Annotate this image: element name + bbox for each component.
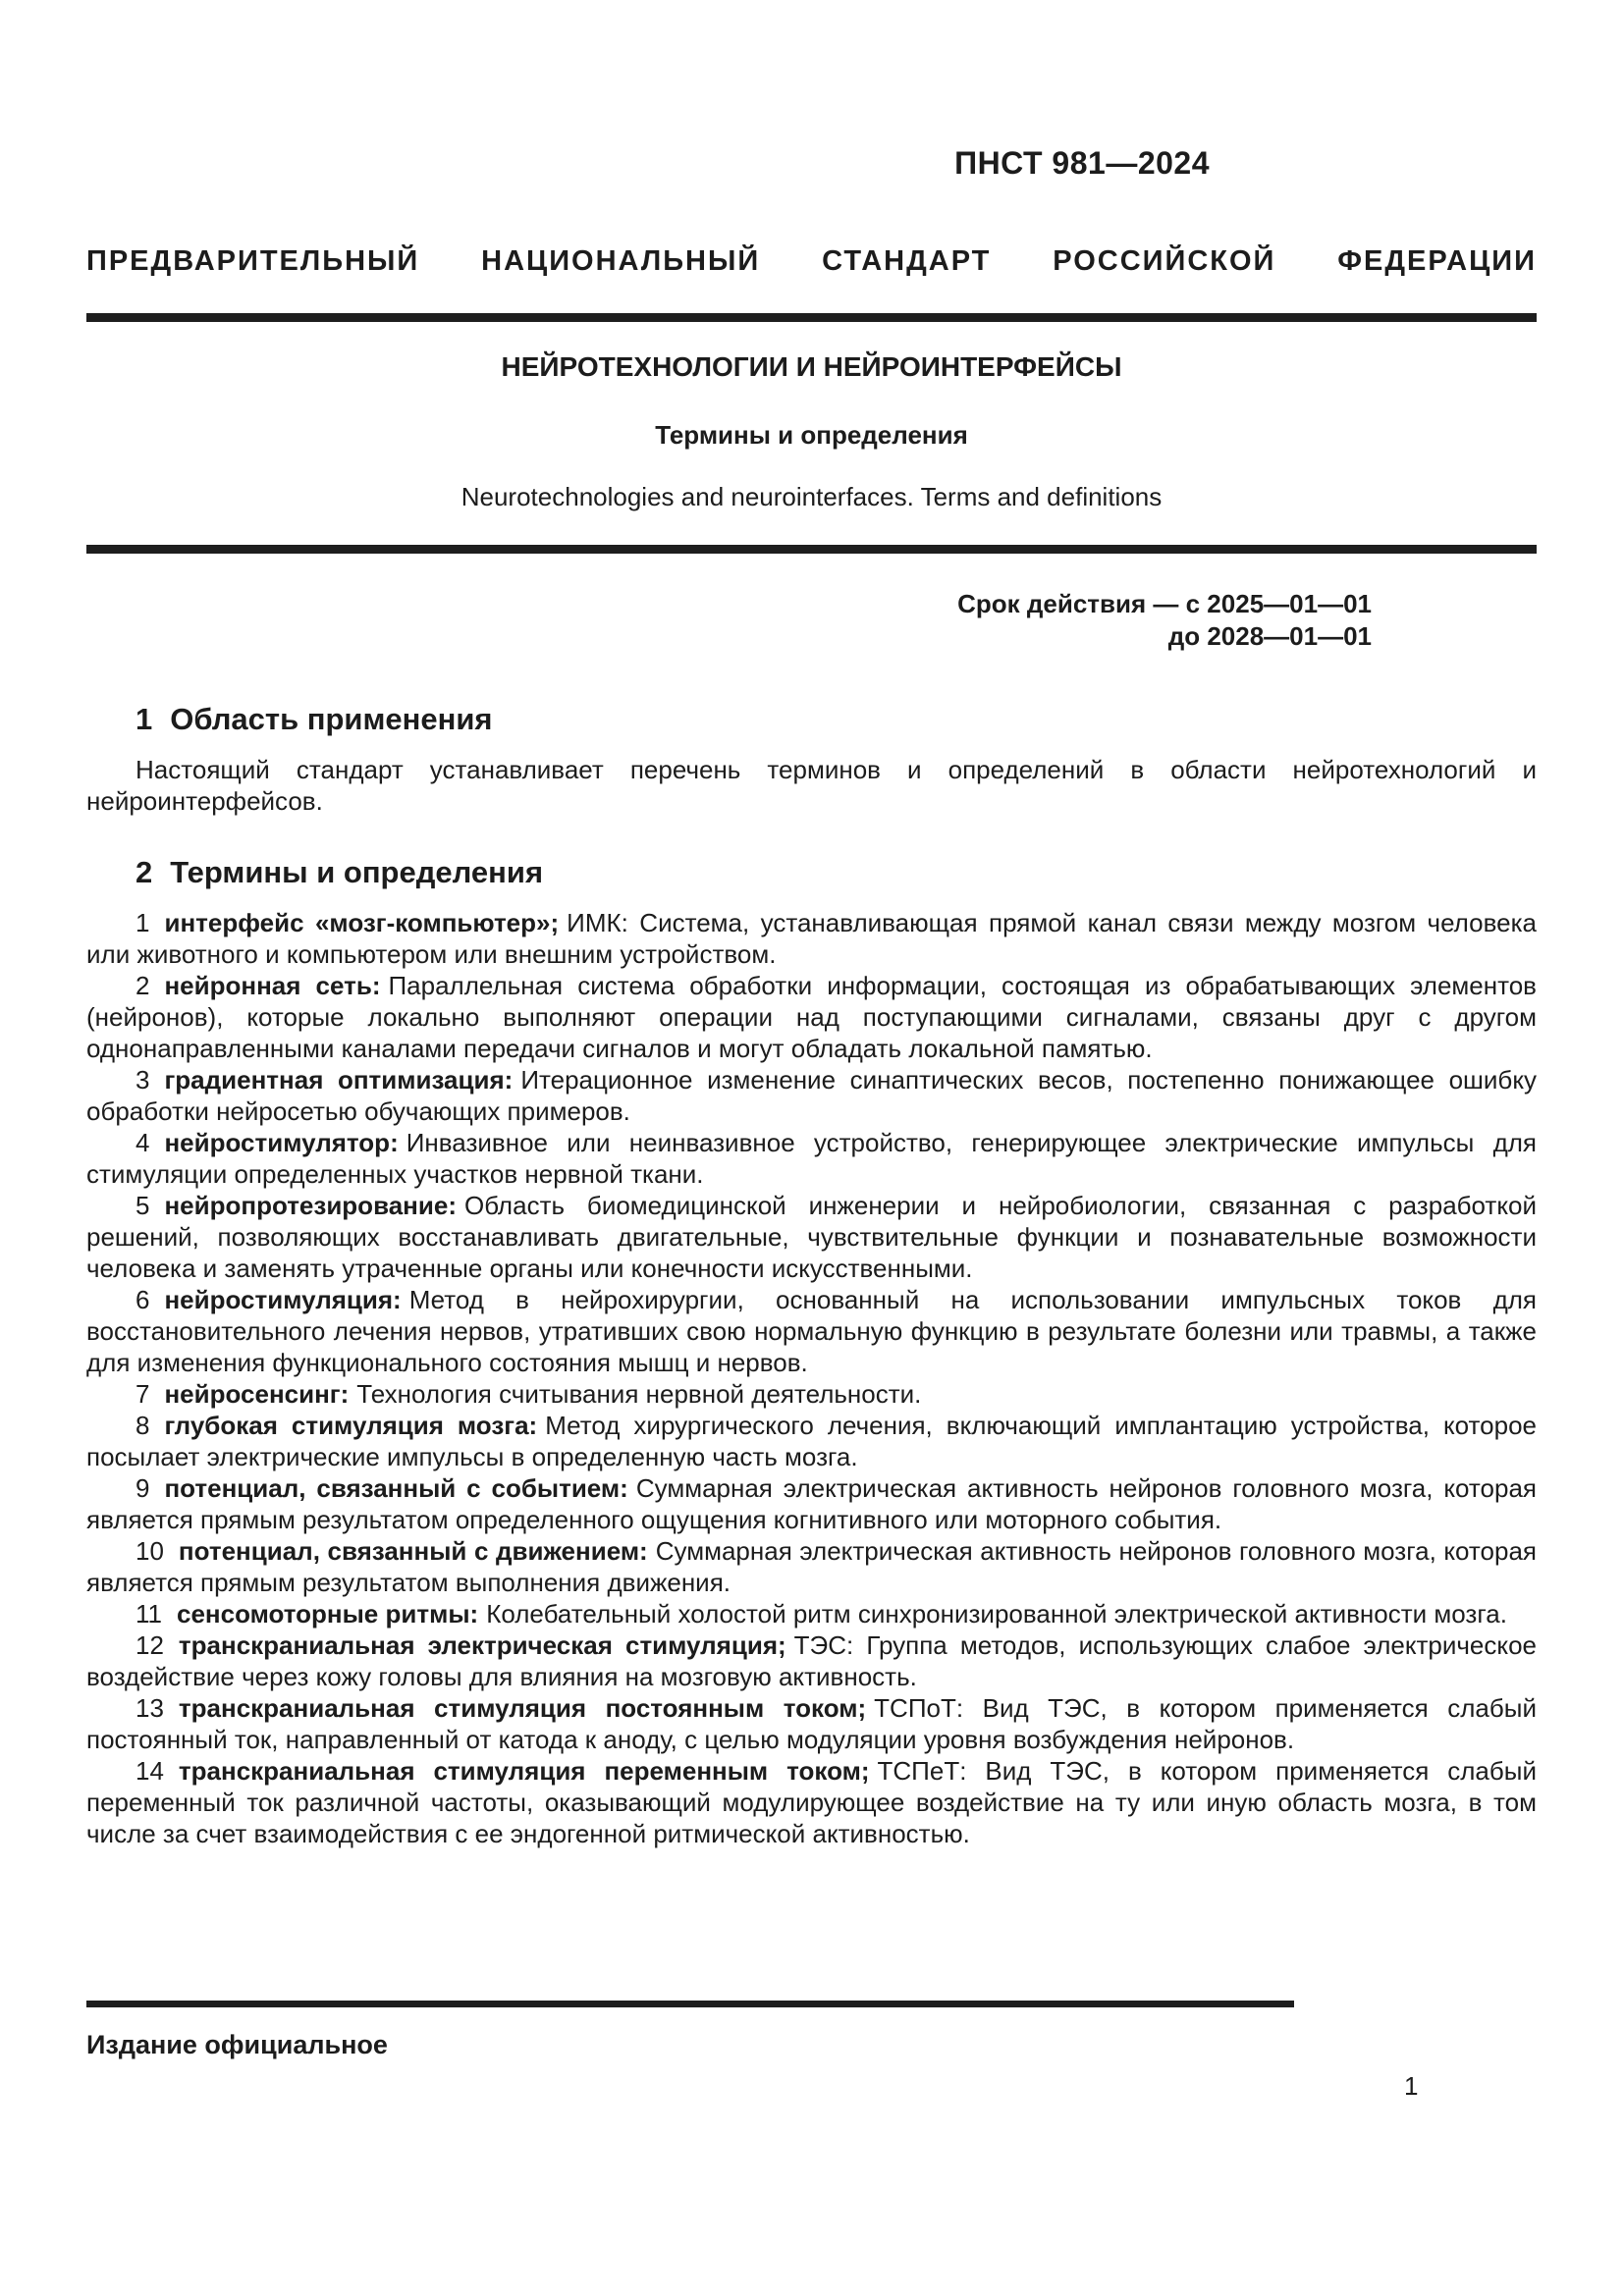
term-name: транскраниальная стимуляция постоянным током;	[178, 1693, 867, 1723]
term-definition: ТЭС: Группа методов, использующих слабое электрическое воздействие через кожу головы для влияния на мозговую активность.	[86, 1630, 1537, 1691]
term-name: интерфейс «мозг-компьютер»;	[164, 908, 560, 937]
term-number: 2	[135, 971, 150, 1000]
term-definition: Колебательный холостой ритм синхронизированной электрической активности мозга.	[486, 1599, 1507, 1629]
term-name: нейростимулятор:	[164, 1128, 399, 1157]
section-2-heading	[135, 854, 1537, 891]
term-definition: ТСПоТ: Вид ТЭС, в котором применяется слабый постоянный ток, направленный от катода к аноду, с целью модуляции уровня возбуждения нейронов.	[86, 1693, 1537, 1754]
section-1-heading	[135, 701, 1537, 738]
term-item	[86, 1692, 1537, 1755]
term-item	[86, 907, 1537, 970]
term-number: 13	[135, 1693, 164, 1723]
doc-number: ПНСТ 981—2024	[954, 145, 1210, 181]
term-item	[86, 1598, 1537, 1629]
term-item	[86, 1064, 1537, 1127]
term-definition: Суммарная электрическая активность нейронов головного мозга, которая является прямым результатом выполнения движения.	[86, 1536, 1537, 1597]
term-name: нейронная сеть:	[164, 971, 381, 1000]
doc-title: НЕЙРОТЕХНОЛОГИИ И НЕЙРОИНТЕРФЕЙСЫ	[501, 351, 1122, 382]
scope-paragraph: Настоящий стандарт устанавливает перечень терминов и определений в области нейротехнологий и нейроинтерфейсов.	[86, 755, 1537, 816]
term-definition: Итерационное изменение синаптических весов, постепенно понижающее ошибку обработки нейросетью обучающих примеров.	[86, 1065, 1537, 1126]
term-definition: Инвазивное или неинвазивное устройство, генерирующее электрические импульсы для стимуляции определенных участков нервной ткани.	[86, 1128, 1537, 1189]
term-number: 9	[135, 1473, 150, 1503]
term-number: 12	[135, 1630, 164, 1660]
footer-rule	[86, 2001, 1294, 2007]
term-number: 1	[135, 908, 150, 937]
section-2-title: Термины и определения	[170, 855, 544, 889]
page-number: 1	[1404, 2071, 1419, 2101]
section-1-number: 1	[135, 702, 153, 736]
term-definition: Метод в нейрохирургии, основанный на использовании импульсных токов для восстановительного лечения нервов, утративших свою нормальную функцию в результате болезни или травмы, а также для изменения функционального состояния мышц и нервов.	[86, 1285, 1537, 1377]
term-number: 6	[135, 1285, 150, 1314]
term-name: транскраниальная электрическая стимуляция;	[178, 1630, 786, 1660]
term-item	[86, 1127, 1537, 1190]
terms-list	[86, 907, 1537, 1849]
term-number: 11	[135, 1599, 162, 1629]
term-definition: Область биомедицинской инженерии и нейробиологии, связанная с разработкой решений, позволяющих восстанавливать двигательные, чувствительные функции и познавательные возможности человека и заменять утраченные органы или конечности искусственными.	[86, 1191, 1537, 1283]
term-number: 14	[135, 1756, 164, 1786]
term-name: нейростимуляция:	[164, 1285, 402, 1314]
term-item	[86, 1378, 1537, 1410]
term-item	[86, 1284, 1537, 1378]
validity-to: до 2028—01—01	[1167, 621, 1372, 651]
term-number: 8	[135, 1411, 150, 1440]
term-item	[86, 1755, 1537, 1849]
term-item	[86, 1190, 1537, 1284]
term-name: потенциал, связанный с событием:	[164, 1473, 628, 1503]
term-definition: Параллельная система обработки информации, состоящая из обрабатывающих элементов (нейронов), которые локально выполняют операции над поступающими сигналами, связаны друг с другом однонаправленными каналами передачи сигналов и могут обладать локальной памятью.	[86, 971, 1537, 1063]
header-band: ПРЕДВАРИТЕЛЬНЫЙ НАЦИОНАЛЬНЫЙ СТАНДАРТ РОССИЙСКОЙ ФЕДЕРАЦИИ	[86, 245, 1537, 277]
term-number: 3	[135, 1065, 150, 1095]
term-name: глубокая стимуляция мозга:	[164, 1411, 538, 1440]
validity-dates	[86, 588, 1372, 653]
term-number: 5	[135, 1191, 150, 1220]
term-definition: Технология считывания нервной деятельности.	[356, 1379, 922, 1409]
term-definition: ТСПеТ: Вид ТЭС, в котором применяется слабый переменный ток различной частоты, оказывающий модулирующее воздействие на ту или иную область мозга, в том числе за счет взаимодействия с ее эндогенной ритмической активностью.	[86, 1756, 1537, 1848]
term-name: сенсомоторные ритмы:	[177, 1599, 479, 1629]
term-definition: Метод хирургического лечения, включающий имплантацию устройства, которое посылает электрические импульсы в определенную часть мозга.	[86, 1411, 1537, 1471]
term-number: 4	[135, 1128, 150, 1157]
term-definition: Суммарная электрическая активность нейронов головного мозга, которая является прямым результатом определенного ощущения когнитивного или моторного события.	[86, 1473, 1537, 1534]
term-definition: ИМК: Система, устанавливающая прямой канал связи между мозгом человека или животного и компьютером или внешним устройством.	[86, 908, 1537, 969]
document-body	[86, 701, 1537, 1849]
doc-subtitle: Термины и определения	[655, 420, 968, 450]
edition-note: Издание официальное	[86, 2030, 388, 2059]
doc-title-en: Neurotechnologies and neurointerfaces. Terms and definitions	[460, 482, 1163, 511]
section-1-title: Область применения	[170, 702, 493, 736]
term-number: 7	[135, 1379, 150, 1409]
term-name: потенциал, связанный с движением:	[178, 1536, 648, 1566]
term-item	[86, 1472, 1537, 1535]
term-name: градиентная оптимизация:	[164, 1065, 514, 1095]
term-item	[86, 1535, 1537, 1598]
term-item	[86, 1629, 1537, 1692]
term-name: транскраниальная стимуляция переменным током;	[178, 1756, 870, 1786]
validity-from: Срок действия — с 2025—01—01	[957, 589, 1372, 618]
term-item	[86, 970, 1537, 1064]
term-number: 10	[135, 1536, 164, 1566]
section-2-number: 2	[135, 855, 153, 889]
title-rule-bottom	[86, 545, 1537, 554]
term-name: нейропротезирование:	[164, 1191, 457, 1220]
term-item	[86, 1410, 1537, 1472]
term-name: нейросенсинг:	[164, 1379, 350, 1409]
title-rule-top	[86, 313, 1537, 322]
